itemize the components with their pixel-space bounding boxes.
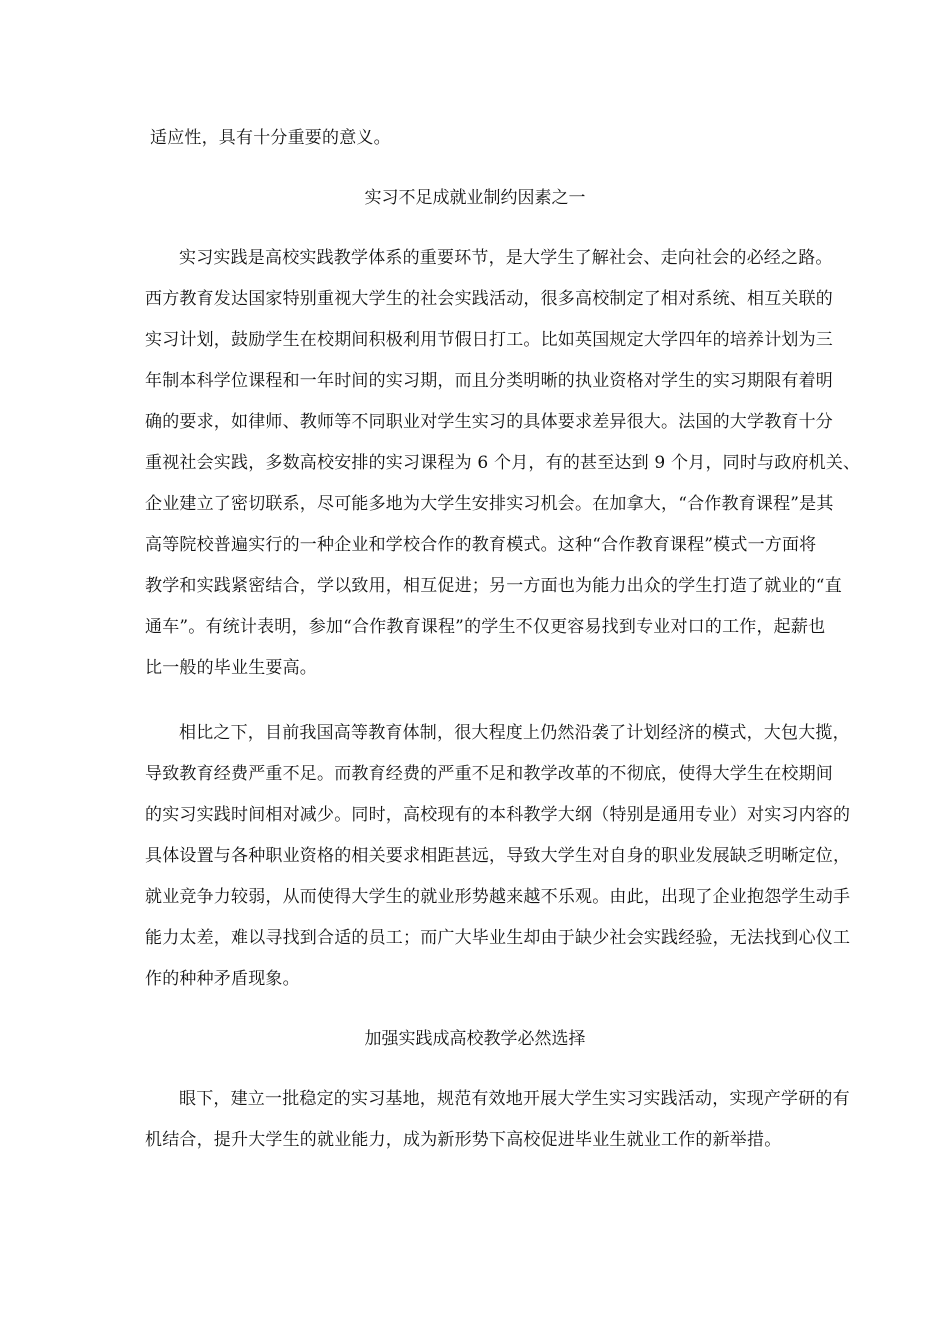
paragraph-line: 教学和实践紧密结合，学以致用，相互促进；另一方面也为能力出众的学生打造了就业的“直	[145, 576, 842, 596]
paragraph-line: 重视社会实践，多数高校安排的实习课程为 6 个月，有的甚至达到 9 个月，同时与政府机关、	[145, 453, 861, 473]
paragraph-line: 相比之下，目前我国高等教育体制，很大程度上仍然沿袭了计划经济的模式，大包大揽，	[179, 723, 850, 743]
paragraph-line: 比一般的毕业生要高。	[145, 658, 317, 678]
paragraph-line: 导致教育经费严重不足。而教育经费的严重不足和教学改革的不彻底，使得大学生在校期间	[145, 764, 833, 784]
paragraph-line: 能力太差，难以寻找到合适的员工；而广大毕业生却由于缺少社会实践经验，无法找到心仪工	[145, 928, 851, 948]
paragraph-line: 的实习实践时间相对减少。同时，高校现有的本科教学大纲（特别是通用专业）对实习内容的	[145, 805, 851, 825]
paragraph-line: 就业竞争力较弱，从而使得大学生的就业形势越来越不乐观。由此，出现了企业抱怨学生动手	[145, 887, 851, 907]
paragraph-line: 年制本科学位课程和一年时间的实习期，而且分类明晰的执业资格对学生的实习期限有着明	[145, 371, 833, 391]
paragraph-line: 实习计划，鼓励学生在校期间积极利用节假日打工。比如英国规定大学四年的培养计划为三	[145, 330, 833, 350]
opening-line: 适应性，具有十分重要的意义。	[150, 128, 391, 148]
paragraph-line: 实习实践是高校实践教学体系的重要环节，是大学生了解社会、走向社会的必经之路。	[179, 248, 833, 268]
paragraph-line: 确的要求，如律师、教师等不同职业对学生实习的具体要求差异很大。法国的大学教育十分	[145, 412, 833, 432]
paragraph-line: 具体设置与各种职业资格的相关要求相距甚远，导致大学生对自身的职业发展缺乏明晰定位，	[145, 846, 851, 866]
paragraph-line: 高等院校普遍实行的一种企业和学校合作的教育模式。这种“合作教育课程”模式一方面将	[145, 535, 817, 555]
section-heading-internship: 实习不足成就业制约因素之一	[364, 188, 586, 208]
paragraph-line: 机结合，提升大学生的就业能力，成为新形势下高校促进毕业生就业工作的新举措。	[145, 1130, 782, 1150]
paragraph-line: 企业建立了密切联系，尽可能多地为大学生安排实习机会。在加拿大，“合作教育课程”是其	[145, 494, 834, 514]
paragraph-line: 眼下，建立一批稳定的实习基地，规范有效地开展大学生实习实践活动，实现产学研的有	[179, 1089, 850, 1109]
paragraph-line: 通车”。有统计表明，参加“合作教育课程”的学生不仅更容易找到专业对口的工作，起薪也	[145, 617, 826, 637]
section-heading-practice: 加强实践成高校教学必然选择	[364, 1029, 586, 1049]
paragraph-line: 作的种种矛盾现象。	[145, 969, 300, 989]
paragraph-line: 西方教育发达国家特别重视大学生的社会实践活动，很多高校制定了相对系统、相互关联的	[145, 289, 833, 309]
